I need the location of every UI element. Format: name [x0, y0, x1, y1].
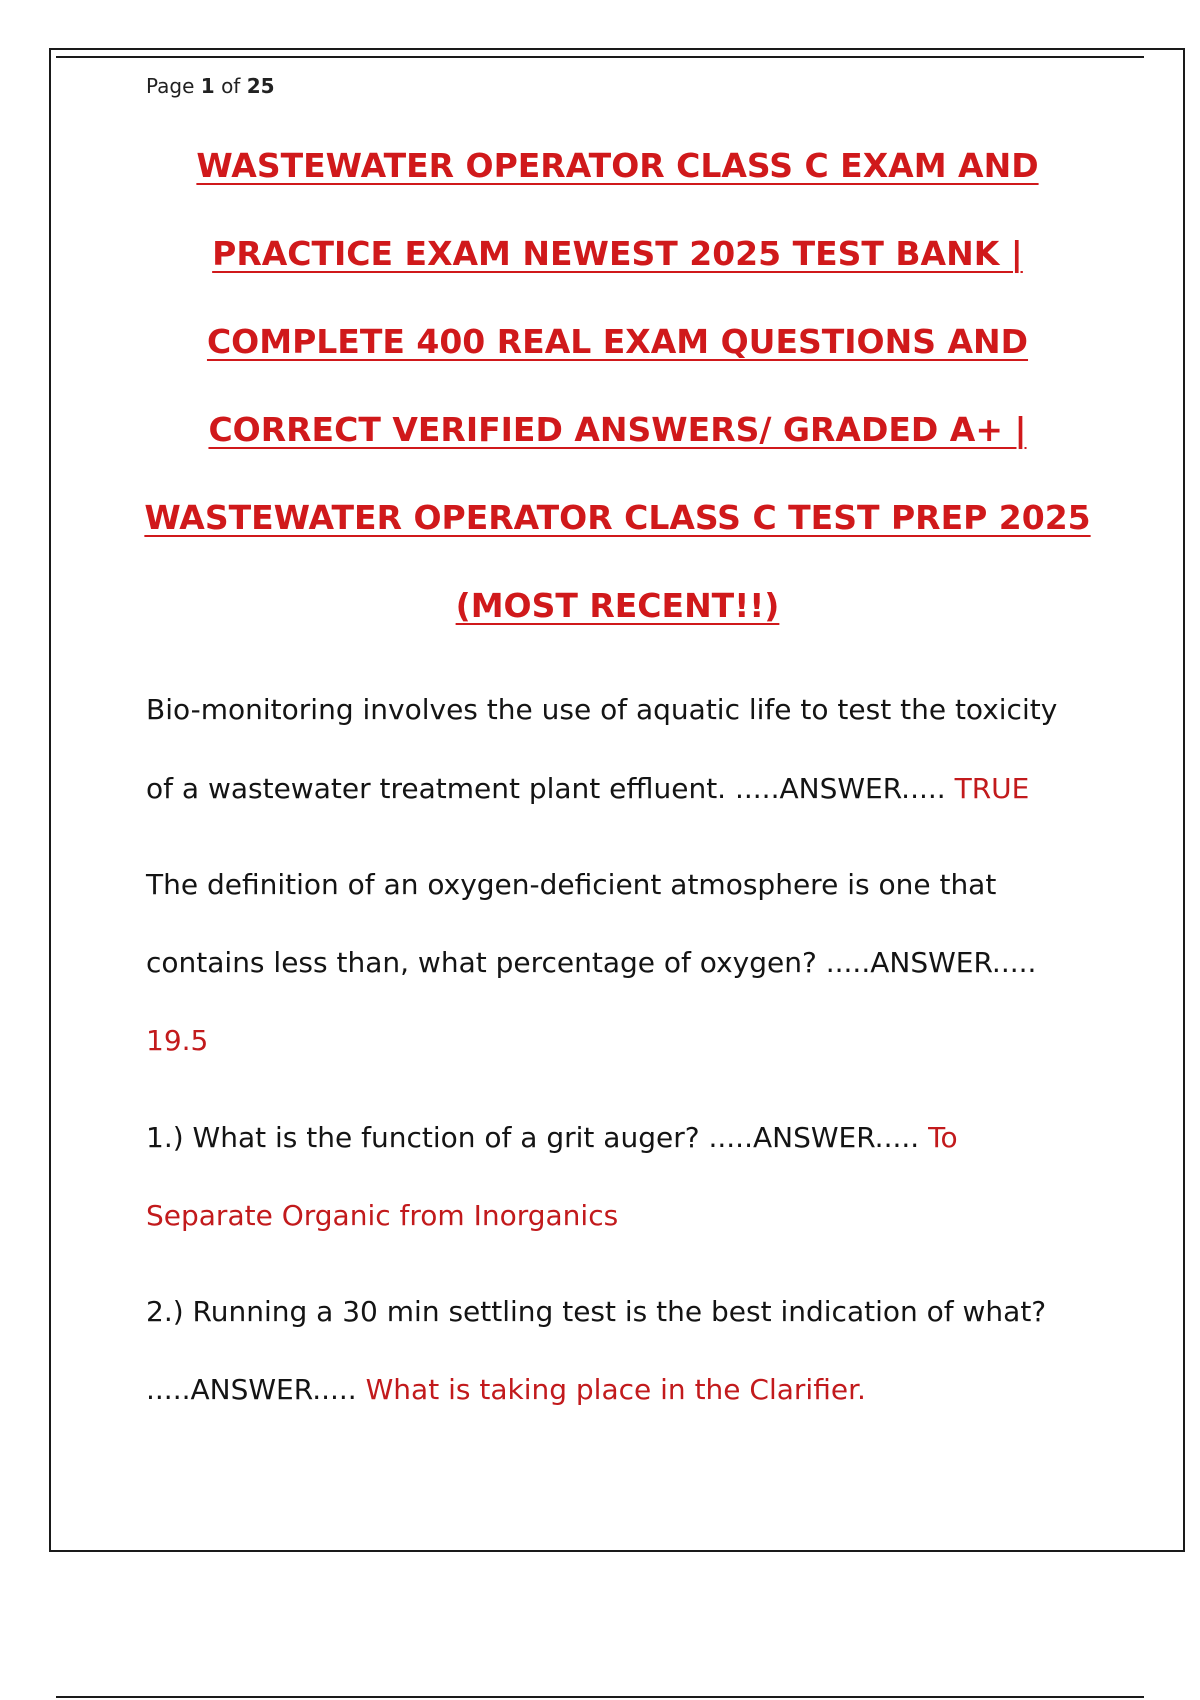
question-3-answer-end: Separate Organic from Inorganics — [146, 1199, 619, 1232]
header-rule — [56, 56, 1144, 58]
title-line-text: WASTEWATER OPERATOR CLASS C TEST PREP 2025 — [144, 498, 1091, 537]
current-page: 1 — [200, 74, 215, 98]
title-line-text: WASTEWATER OPERATOR CLASS C EXAM AND — [196, 146, 1039, 185]
title-line — [100, 316, 1135, 404]
page-number — [146, 74, 275, 98]
question-4-answer: What is taking place in the Clarifier. — [365, 1373, 866, 1406]
of-word: of — [221, 74, 241, 98]
question-4-line-2 — [146, 1370, 1066, 1410]
title-line-text: COMPLETE 400 REAL EXAM QUESTIONS AND — [206, 322, 1029, 361]
question-4-text: .....ANSWER..... — [146, 1373, 366, 1406]
question-1-line-2 — [146, 769, 1066, 809]
question-3-line-1 — [146, 1118, 1066, 1158]
title-line-text: CORRECT VERIFIED ANSWERS/ GRADED A+ | — [208, 410, 1027, 449]
title-line — [100, 228, 1135, 316]
question-2-answer: 19.5 — [146, 1024, 209, 1057]
total-pages: 25 — [246, 74, 275, 98]
title-line-text: (MOST RECENT!!) — [455, 586, 780, 625]
question-3-text: 1.) What is the function of a grit auger? .....ANSWER..... — [146, 1121, 929, 1154]
title-line — [100, 140, 1135, 228]
title-line — [100, 580, 1135, 668]
footer-rule — [56, 1696, 1144, 1698]
title-line — [100, 492, 1135, 580]
question-1-answer: TRUE — [954, 772, 1030, 805]
question-3-answer-start: To — [928, 1121, 958, 1154]
question-1-line-1: Bio-monitoring involves the use of aquatic life to test the toxicity — [146, 693, 1058, 726]
title-line-text: PRACTICE EXAM NEWEST 2025 TEST BANK | — [212, 234, 1023, 273]
question-2-line-1: The definition of an oxygen-deficient atmosphere is one that — [146, 868, 997, 901]
title-line — [100, 404, 1135, 492]
question-1-text: of a wastewater treatment plant effluent. .....ANSWER..... — [146, 772, 955, 805]
document-title — [100, 140, 1135, 668]
page-word: Page — [146, 74, 195, 98]
question-2-line-2: contains less than, what percentage of oxygen? .....ANSWER..... — [146, 946, 1037, 979]
question-4-line-1: 2.) Running a 30 min settling test is the best indication of what? — [146, 1295, 1047, 1328]
